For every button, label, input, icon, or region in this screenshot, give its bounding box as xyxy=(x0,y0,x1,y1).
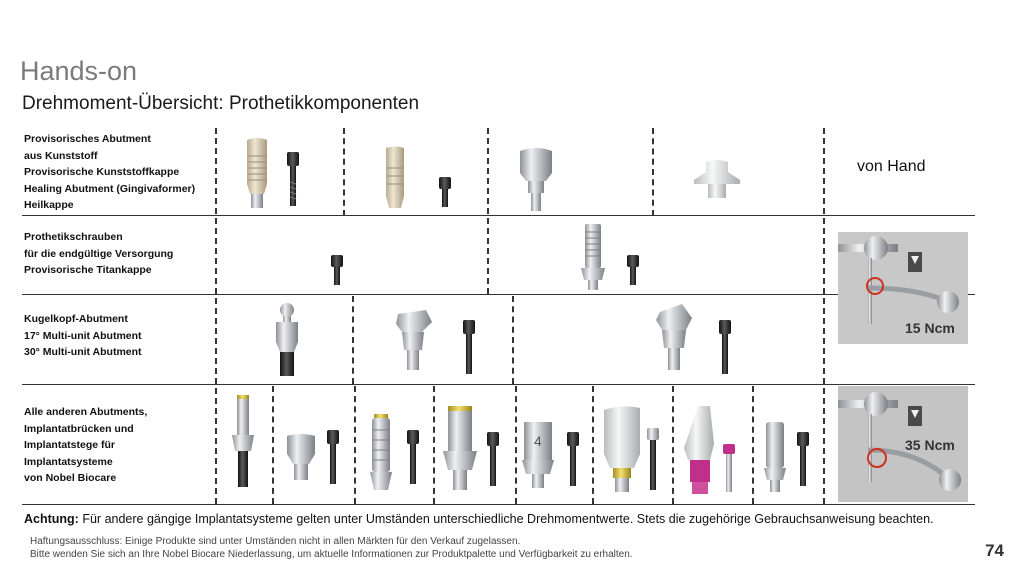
column-divider xyxy=(515,386,517,504)
screw-icon xyxy=(722,444,736,494)
row-label-line: Prothetikschrauben xyxy=(24,231,123,243)
row-label-line: 17° Multi-unit Abutment xyxy=(24,329,142,342)
row-label-line: Implantatsysteme xyxy=(24,455,113,468)
screw-icon xyxy=(406,430,420,486)
disclaimer-line: Bitte wenden Sie sich an Ihre Nobel Biocare Niederlassung, um aktuelle Informationen zur Produktpalette und Verfügbarkeit zu erhalten. xyxy=(30,549,633,560)
column-divider xyxy=(433,386,435,504)
column-divider xyxy=(512,296,514,384)
screw-icon xyxy=(486,432,500,488)
screw-icon xyxy=(566,432,580,488)
healing-abutment-icon xyxy=(516,145,556,213)
prosthetic-screw-icon xyxy=(330,255,344,287)
provisional-plastic-cap-icon xyxy=(380,146,410,214)
row-divider xyxy=(22,384,975,385)
column-divider xyxy=(272,386,274,504)
row-label-line: Provisorische Kunststoffkappe xyxy=(24,166,180,178)
provisional-titanium-cap-icon xyxy=(578,222,608,292)
abutment-icon xyxy=(760,420,790,494)
warning-text: Für andere gängige Implantatsysteme gelten unter Umständen unterschiedliche Drehmomentwerte. Stets die zugehörige Gebrauchsanweisung beachten. xyxy=(82,512,934,526)
svg-text:4: 4 xyxy=(534,433,542,449)
row-label-line: Implantatstege für xyxy=(24,439,116,451)
screw-icon xyxy=(438,177,452,209)
row-label-screws xyxy=(24,229,173,279)
column-divider xyxy=(652,128,654,216)
multi-unit-abutment-30-icon xyxy=(652,302,696,372)
warning-note xyxy=(24,512,934,526)
column-divider xyxy=(352,296,354,384)
row-label-line: Healing Abutment (Gingivaformer) xyxy=(24,182,196,195)
torque-value-35: 35 Ncm xyxy=(905,437,955,453)
column-divider xyxy=(487,128,489,294)
row-label-line: Alle anderen Abutments, xyxy=(24,406,148,418)
screw-icon xyxy=(462,320,476,376)
warning-label: Achtung: xyxy=(24,512,79,526)
row-label-line: für die endgültige Versorgung xyxy=(24,247,174,260)
screw-icon xyxy=(286,152,300,208)
row-label-line: Kugelkopf-Abutment xyxy=(24,313,128,325)
row-label-line: von Nobel Biocare xyxy=(24,472,117,484)
ceramic-abutment-icon xyxy=(600,404,644,496)
page-number: 74 xyxy=(985,541,1004,560)
healing-cap-icon xyxy=(690,158,744,202)
row-label-provisional xyxy=(24,131,195,214)
page-title: Hands-on xyxy=(20,56,138,86)
ceramic-abutment-icon xyxy=(680,402,720,496)
torque-by-hand: von Hand xyxy=(857,158,926,175)
abutment-icon xyxy=(229,393,257,491)
row-label-line: aus Kunststoff xyxy=(24,149,98,162)
multi-unit-abutment-17-icon xyxy=(392,308,436,372)
disclaimer xyxy=(30,535,633,561)
row-label-line: Provisorische Titankappe xyxy=(24,264,152,276)
column-divider xyxy=(823,128,825,504)
row-label-all-other xyxy=(24,404,147,487)
row-label-line: 30° Multi-unit Abutment xyxy=(24,346,142,358)
page-subtitle: Drehmoment-Übersicht: Prothetikkomponenten xyxy=(22,93,420,114)
row-divider xyxy=(22,294,975,295)
provisional-abutment-plastic-icon xyxy=(240,136,274,212)
column-divider xyxy=(592,386,594,504)
column-divider xyxy=(752,386,754,504)
row-label-ball xyxy=(24,311,142,361)
row-label-line: Heilkappe xyxy=(24,199,74,211)
abutment-icon xyxy=(283,432,319,484)
screw-icon xyxy=(718,320,732,376)
screw-icon xyxy=(326,430,340,486)
row-label-line: Provisorisches Abutment xyxy=(24,133,151,145)
screw-icon xyxy=(796,432,810,488)
screw-icon xyxy=(646,428,660,492)
row-divider xyxy=(22,215,975,216)
abutment-icon xyxy=(366,412,396,494)
abutment-icon xyxy=(440,404,480,494)
column-divider xyxy=(343,128,345,216)
ball-abutment-icon xyxy=(270,302,304,378)
torque-value-15: 15 Ncm xyxy=(905,320,955,336)
disclaimer-line: Haftungsausschluss: Einige Produkte sind unter Umständen nicht in allen Märkten für den Verkauf zugelassen. xyxy=(30,536,521,547)
column-divider xyxy=(215,128,217,504)
row-divider xyxy=(22,504,975,505)
abutment-icon xyxy=(518,418,558,490)
row-label-line: Implantatbrücken und xyxy=(24,422,134,435)
column-divider xyxy=(672,386,674,504)
column-divider xyxy=(354,386,356,504)
prosthetic-screw-icon xyxy=(626,255,640,287)
